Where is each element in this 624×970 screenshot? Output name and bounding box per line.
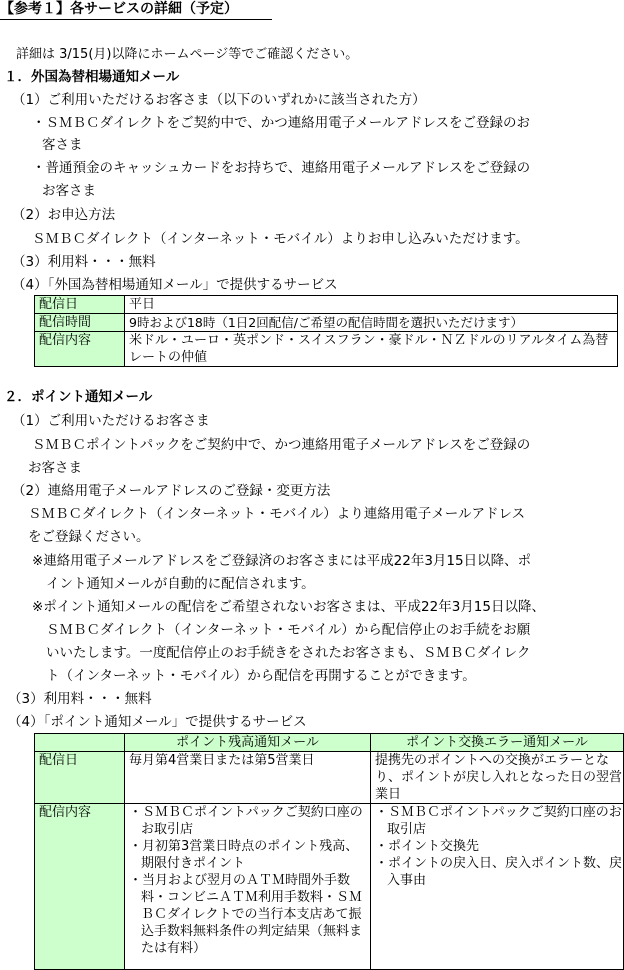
point-row2-col2 <box>371 804 624 970</box>
table-row <box>35 752 624 804</box>
point-header-col2: ポイント交換エラー通知メール <box>371 734 624 752</box>
fx-value-content: 米ドル・ユーロ・英ポンド・スイスフラン・豪ドル・ＮＺドルのリアルタイム為替レートの仲値 <box>125 332 618 367</box>
point-label-date: 配信日 <box>35 752 125 804</box>
table-row <box>35 804 624 970</box>
section1-heading: １．外国為替相場通知メール <box>4 69 180 85</box>
point-row2-col1 <box>125 804 371 970</box>
section2-sub1-line2: お客さま <box>28 460 82 476</box>
section1-sub2-text: ＳＭＢＣダイレクト（インターネット・モバイル）よりお申し込みいただけます。 <box>32 231 529 247</box>
fx-label-date: 配信日 <box>35 296 125 314</box>
section2-note2-line3: いいたします。一度配信停止のお手続きをされたお客さまも、ＳＭＢＣダイレク <box>46 645 531 661</box>
list-item: ・当月および翌月のＡＴＭ時間外手数料・コンビニＡＴＭ利用手数料・ＳＭＢＣダイレクトでの当行本支店あて振込手数料無料条件の判定結果（無料または有料） <box>129 873 363 956</box>
section2-note1-line2: イント通知メールが自動的に配信されます。 <box>46 576 315 592</box>
fx-label-time: 配信時間 <box>35 314 125 332</box>
list-item: ・月初第3営業日時点のポイント残高、期限付きポイント <box>129 839 359 871</box>
section2-heading: ２．ポイント通知メール <box>4 389 153 405</box>
page-title: 【参考１】各サービスの詳細（予定） <box>0 0 272 20</box>
section2-note2-line2: ＳＭＢＣダイレクト（インターネット・モバイル）から配信停止のお手続をお願 <box>46 622 531 638</box>
section1-sub2-heading: （2）お申込方法 <box>12 207 116 223</box>
section2-note2-line4: ト（インターネット・モバイル）から配信を再開することができます。 <box>46 668 476 684</box>
point-header-empty <box>35 734 125 752</box>
table-row <box>35 314 618 332</box>
section2-note2-line1: ※ポイント通知メールの配信をご希望されないお客さまは、平成22年3月15日以降、 <box>32 599 545 615</box>
section1-bullet1-line2: 客さま <box>42 137 83 153</box>
section1-bullet2-line1: ・普通預金のキャッシュカードをお持ちで、連絡用電子メールアドレスをご登録の <box>32 160 531 176</box>
fx-value-date: 平日 <box>125 296 618 314</box>
point-label-content: 配信内容 <box>35 804 125 970</box>
table-row <box>35 332 618 367</box>
section1-bullet2-line2: お客さま <box>42 183 96 199</box>
point-header-col1: ポイント残高通知メール <box>125 734 371 752</box>
section2-sub1-line1: ＳＭＢＣポイントパックをご契約中で、かつ連絡用電子メールアドレスをご登録の <box>32 437 531 453</box>
point-row1-col2: 提携先のポイントへの交換がエラーとなり、ポイントが戻し入れとなった日の翌営業日 <box>371 752 624 804</box>
section2-sub4-heading: （4）「ポイント通知メール」で提供するサービス <box>8 714 307 730</box>
section2-sub1-heading: （1）ご利用いただけるお客さま <box>12 413 210 429</box>
list-item: ・ＳＭＢＣポイントパックご契約口座のお取引店 <box>129 805 363 837</box>
fx-service-table <box>34 295 618 367</box>
point-service-table <box>34 733 624 970</box>
section2-sub2-heading: （2）連絡用電子メールアドレスのご登録・変更方法 <box>12 483 331 499</box>
list-item: ・ポイント交換先 <box>375 839 480 854</box>
section1-bullet1-line1: ・ＳＭＢＣダイレクトをご契約中で、かつ連絡用電子メールアドレスをご登録のお <box>32 115 531 131</box>
point-row1-col1: 毎月第4営業日または第5営業日 <box>125 752 371 804</box>
table-row <box>35 296 618 314</box>
list-item: ・ＳＭＢＣポイントパックご契約口座のお取引店 <box>375 805 622 837</box>
table-row <box>35 734 624 752</box>
section2-sub2-line1: ＳＭＢＣダイレクト（インターネット・モバイル）より連絡用電子メールアドレス <box>28 506 526 522</box>
fx-value-time: 9時および18時（1日2回配信/ご希望の配信時間を選択いただけます） <box>125 314 618 332</box>
list-item: ・ポイントの戻入日、戻入ポイント数、戻入事由 <box>375 856 623 888</box>
section1-sub1-heading: （1）ご利用いただけるお客さま（以下のいずれかに該当された方） <box>12 92 426 108</box>
fx-label-content: 配信内容 <box>35 332 125 367</box>
section1-sub4-heading: （4）「外国為替相場通知メール」で提供するサービス <box>12 277 338 293</box>
section2-sub3: （3）利用料・・・無料 <box>8 691 152 707</box>
intro-text: 詳細は 3/15(月)以降にホームページ等でご確認ください。 <box>16 47 359 62</box>
section2-sub2-line2: をご登録ください。 <box>28 529 150 545</box>
section1-sub3: （3）利用料・・・無料 <box>12 254 156 270</box>
section2-note1-line1: ※連絡用電子メールアドレスをご登録済のお客さまには平成22年3月15日以降、ポ <box>32 553 532 569</box>
